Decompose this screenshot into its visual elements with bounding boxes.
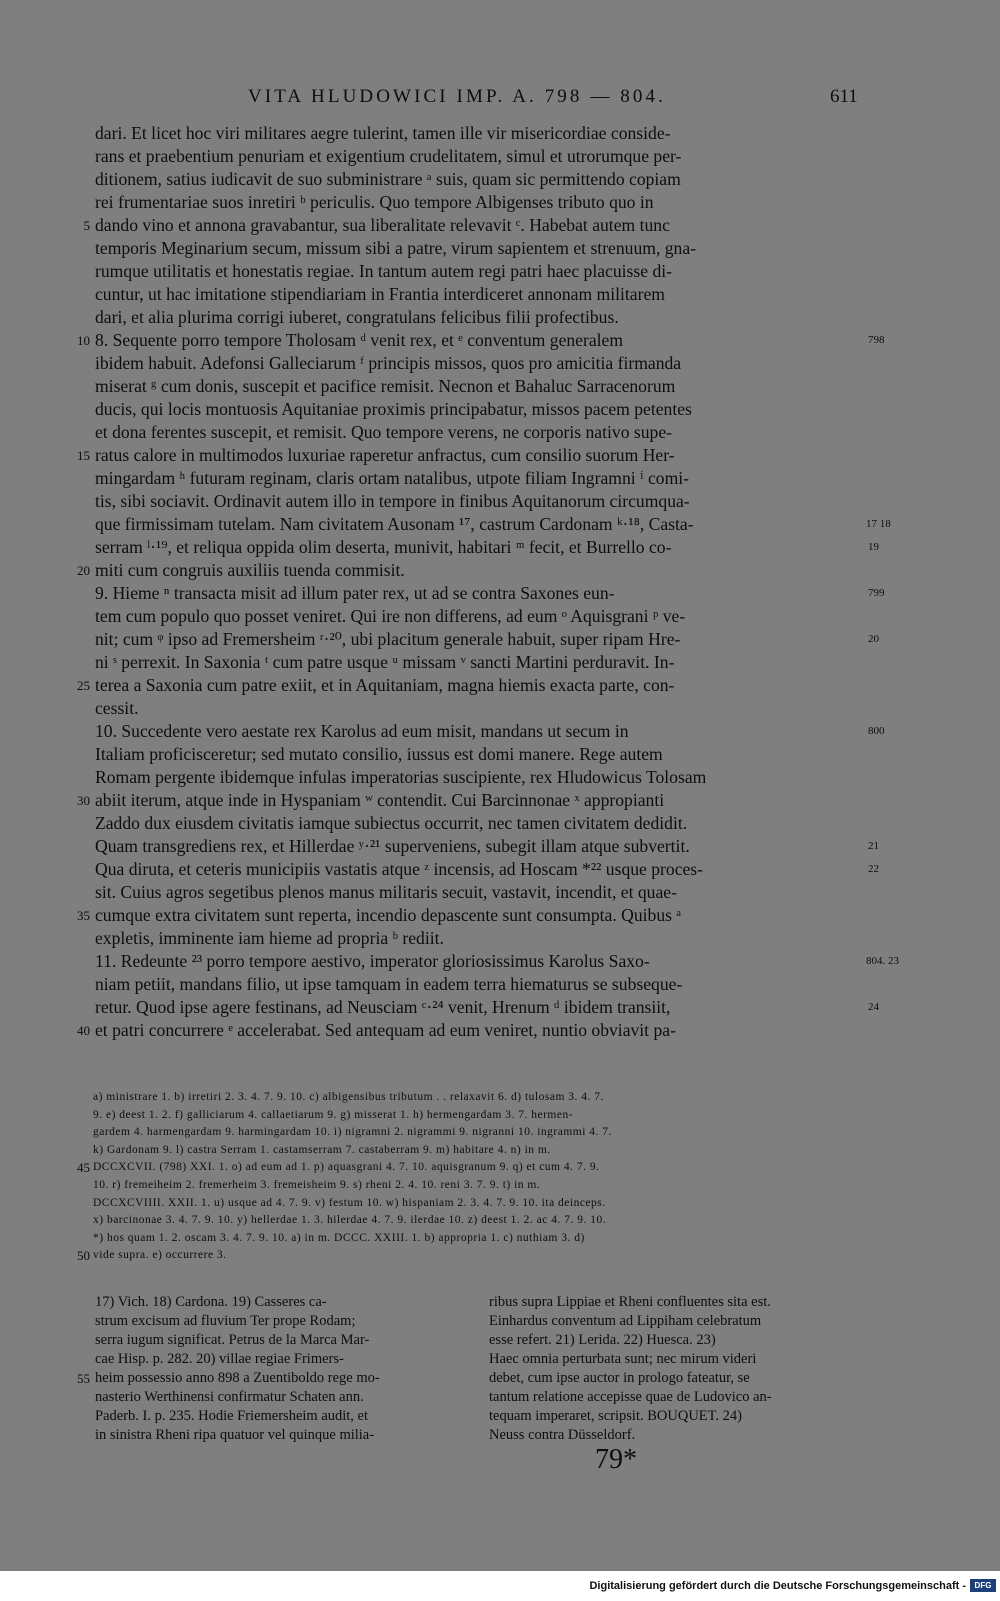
text-line: niam petiit, mandans filio, ut ipse tamquam in eadem terra hiematurus se subseque-	[95, 974, 683, 994]
note-line: tantum relatione accepisse quae de Ludovico an-	[489, 1389, 772, 1405]
text-line: cumque extra civitatem sunt reperta, incendio depascente sunt consumpta. Quibus ᵃ	[95, 905, 682, 925]
variant-line: a) ministrare 1. b) irretiri 2. 3. 4. 7. 9. 10. c) albigensibus tributum . . relaxavit 6. d) tulosam 3. 4. 7.	[93, 1091, 604, 1103]
margin-note: 21	[868, 840, 879, 852]
text-line: miti cum congruis auxiliis tuenda commisit.	[95, 560, 405, 580]
text-line: Qua diruta, et ceteris municipiis vastatis atque ᶻ incensis, ad Hoscam *²² usque proces-	[95, 859, 704, 879]
line-number: 35	[77, 908, 90, 923]
text-line: 8. Sequente porro tempore Tholosam ᵈ venit rex, et ᵉ conventum generalem	[95, 330, 624, 350]
text-line: dari. Et licet hoc viri militares aegre tulerint, tamen ille vir misericordiae conside-	[95, 123, 671, 143]
text-line: et patri concurrere ᵉ accelerabat. Sed antequam ad eum veniret, nuntio obviavit pa-	[95, 1020, 676, 1040]
text-line: miserat ᵍ cum donis, suscepit et pacifice remisit. Necnon et Bahaluc Sarracenorum	[95, 376, 676, 396]
note-line: Paderb. I. p. 235. Hodie Friemersheim audit, et	[95, 1408, 369, 1424]
note-line: serra iugum significat. Petrus de la Marca Mar-	[95, 1332, 370, 1348]
funding-credit: Digitalisierung gefördert durch die Deutsche Forschungsgemeinschaft -	[589, 1580, 966, 1592]
margin-note: 17 18	[866, 518, 891, 530]
text-line: 9. Hieme ⁿ transacta misit ad illum pater rex, ut ad se contra Saxones eun-	[95, 583, 615, 603]
note-line: 17) Vich. 18) Cardona. 19) Casseres ca-	[95, 1294, 327, 1310]
note-line: tequam imperaret, scripsit. BOUQUET. 24)	[489, 1408, 743, 1424]
variant-line: gardem 4. harmengardam 9. harmingardam 10. i) nigramni 2. nigrammi 9. nigranni 10. ingrammi 4. 7.	[93, 1126, 612, 1139]
text-line: mingardam ʰ futuram reginam, claris ortam natalibus, utpote filiam Ingramni ⁱ comi-	[95, 468, 690, 488]
text-line: ni ˢ perrexit. In Saxonia ᵗ cum patre usque ᵘ missam ᵛ sancti Martini perduravit. In-	[95, 652, 675, 672]
text-line: serram ˡ·¹⁹, et reliqua oppida olim deserta, munivit, habitari ᵐ fecit, et Burrello co-	[95, 537, 672, 557]
text-line: Zaddo dux eiusdem civitatis iamque subiectus occurrit, nec tamen civitatem dedidit.	[95, 813, 688, 833]
variant-line: DCCXCVII. (798) XXI. 1. o) ad eum ad 1. p) aquasgrani 4. 7. 10. aquisgranum 9. q) et cum 4. 7. 9.	[93, 1161, 600, 1174]
line-number: 15	[77, 448, 90, 463]
line-number: 30	[77, 793, 90, 808]
note-line: Neuss contra Düsseldorf.	[489, 1427, 636, 1443]
note-line: esse refert. 21) Lerida. 22) Huesca. 23)	[489, 1332, 716, 1348]
text-line: rumque utilitatis et honestatis regiae. In tantum autem regi patri haec placuisse di-	[95, 261, 672, 281]
text-line: nit; cum ᵠ ipso ad Fremersheim ʳ·²⁰, ubi placitum generale habuit, super ripam Hre-	[95, 629, 681, 649]
dfg-logo: DFG	[970, 1579, 996, 1592]
variant-line-number: 45	[77, 1160, 90, 1176]
text-line: cessit.	[95, 698, 139, 718]
text-line: rei frumentariae suos inretiri ᵇ periculis. Quo tempore Albigenses tributo quo in	[95, 192, 654, 212]
text-line: rans et praebentium penuriam et exigentium crudelitatem, simul et utrorumque per-	[95, 146, 682, 166]
text-line: que firmissimam tutelam. Nam civitatem Ausonam ¹⁷, castrum Cardonam ᵏ·¹⁸, Casta-	[95, 514, 694, 534]
line-number: 5	[83, 218, 90, 233]
note-line: heim possessio anno 898 a Zuentiboldo rege mo-	[95, 1370, 380, 1386]
margin-note: 800	[868, 725, 885, 737]
note-line: strum excisum ad fluvium Ter prope Rodam;	[95, 1313, 356, 1329]
text-line: Quam transgrediens rex, et Hillerdae ʸ·²¹ superveniens, subegit illam atque subvertit.	[95, 836, 690, 856]
text-line: ibidem habuit. Adefonsi Galleciarum ᶠ principis missos, quos pro amicitia firmanda	[95, 353, 682, 373]
margin-note: 798	[868, 334, 885, 346]
variant-line-number: 50	[77, 1248, 90, 1264]
margin-note: 799	[868, 587, 885, 599]
line-number: 10	[77, 333, 90, 348]
text-line: terea a Saxonia cum patre exiit, et in Aquitaniam, magna hiemis exacta parte, con-	[95, 675, 675, 695]
text-line: cuntur, ut hac imitatione stipendiariam in Frantia interdiceret annonam militarem	[95, 284, 665, 304]
text-line: expletis, imminente iam hieme ad propria ᵇ rediit.	[95, 928, 444, 948]
text-line: et dona ferentes suscepit, et remisit. Quo tempore verens, ne corporis nativo supe-	[95, 422, 672, 442]
note-line: debet, cum ipse auctor in prologo fateatur, se	[489, 1370, 750, 1386]
signature-mark: 79*	[595, 1444, 637, 1475]
note-line: in sinistra Rheni ripa quatuor vel quinque milia-	[95, 1427, 375, 1443]
footer-bar	[0, 1571, 1000, 1601]
text-line: 10. Succedente vero aestate rex Karolus ad eum misit, mandans ut secum in	[95, 721, 629, 741]
note-line: Haec omnia perturbata sunt; nec mirum videri	[489, 1351, 757, 1367]
margin-note: 19	[868, 541, 879, 553]
text-line: 11. Redeunte ²³ porro tempore aestivo, imperator gloriosissimus Karolus Saxo-	[95, 951, 650, 971]
text-line: tis, sibi sociavit. Ordinavit autem illo in tempore in finibus Aquitanorum circumqua-	[95, 491, 690, 511]
variant-line: k) Gardonam 9. l) castra Serram 1. castamserram 7. castaberram 9. m) habitare 4. n) in m.	[93, 1143, 551, 1156]
variant-line: 9. e) deest 1. 2. f) galliciarum 4. callaetiarum 9. g) misserat 1. h) hermengardam 3. 7. hermen-	[93, 1108, 574, 1121]
text-line: retur. Quod ipse agere festinans, ad Neusciam ᶜ·²⁴ venit, Hrenum ᵈ ibidem transiit,	[95, 997, 671, 1017]
note-line: cae Hisp. p. 282. 20) villae regiae Frimers-	[95, 1351, 344, 1367]
note-line-number: 55	[77, 1371, 90, 1386]
variant-line: *) hos quam 1. 2. oscam 3. 4. 7. 9. 10. a) in m. DCCC. XXIII. 1. b) appropria 1. c) nuthiam 3. d)	[93, 1231, 585, 1244]
note-line: nasterio Werthinensi confirmatur Schaten ann.	[95, 1389, 364, 1405]
note-line: Einhardus conventum ad Lippiham celebratum	[489, 1313, 762, 1329]
running-title: VITA HLUDOWICI IMP. A. 798 — 804.	[248, 86, 666, 107]
text-line: ducis, qui locis montuosis Aquitaniae proximis principabatur, missos pacem petentes	[95, 399, 692, 419]
line-number: 20	[77, 563, 90, 578]
line-number: 25	[77, 678, 90, 693]
variant-line: x) barcinonae 3. 4. 7. 9. 10. y) hellerdae 1. 3. hilerdae 4. 7. 9. ilerdae 10. z) deest 1. 2. ac 4. 7. 9. 10.	[93, 1214, 607, 1227]
text-line: Italiam proficisceretur; sed mutato consilio, iussus est domi manere. Rege autem	[95, 744, 663, 764]
text-line: ratus calore in multimodos luxuriae raperetur anfractus, cum consilio suorum Her-	[95, 445, 675, 465]
note-line: ribus supra Lippiae et Rheni confluentes sita est.	[489, 1294, 771, 1310]
text-line: tem cum populo quo posset veniret. Qui ire non differens, ad eum ᵒ Aquisgrani ᵖ ve-	[95, 606, 686, 626]
margin-note: 24	[868, 1001, 879, 1013]
text-line: dari, et alia plurima corrigi iuberet, congratulans felicibus filii profectibus.	[95, 307, 619, 327]
margin-note: 20	[868, 633, 879, 645]
variant-line: 10. r) fremeiheim 2. fremerheim 3. fremeisheim 9. s) rheni 2. 4. 10. reni 3. 7. 9. t) in m.	[93, 1179, 541, 1191]
text-line: ditionem, satius iudicavit de suo subministrare ᵃ suis, quam sic permittendo copiam	[95, 169, 681, 189]
margin-note: 22	[868, 863, 879, 875]
variant-line: DCCXCVIIII. XXII. 1. u) usque ad 4. 7. 9. v) festum 10. w) hispaniam 2. 3. 4. 7. 9. 10. ita deinceps.	[93, 1196, 606, 1209]
text-line: sit. Cuius agros segetibus plenos manus militaris secuit, vastavit, incendit, et quae-	[95, 882, 677, 902]
line-number: 40	[77, 1023, 90, 1038]
text-line: abiit iterum, atque inde in Hyspaniam ʷ contendit. Cui Barcinnonae ˣ appropianti	[95, 790, 665, 810]
margin-note: 804. 23	[866, 955, 899, 967]
page-number: 611	[830, 86, 858, 107]
text-line: dando vino et annona gravabantur, sua liberalitate relevavit ᶜ. Habebat autem tunc	[95, 215, 670, 235]
text-line: temporis Meginarium secum, missum sibi a patre, virum sapientem et strenuum, gna-	[95, 238, 696, 258]
text-line: Romam pergente ibidemque infulas imperatorias suscipiente, rex Hludowicus Tolosam	[95, 767, 707, 787]
variant-line: vide supra. e) occurrere 3.	[93, 1249, 227, 1262]
